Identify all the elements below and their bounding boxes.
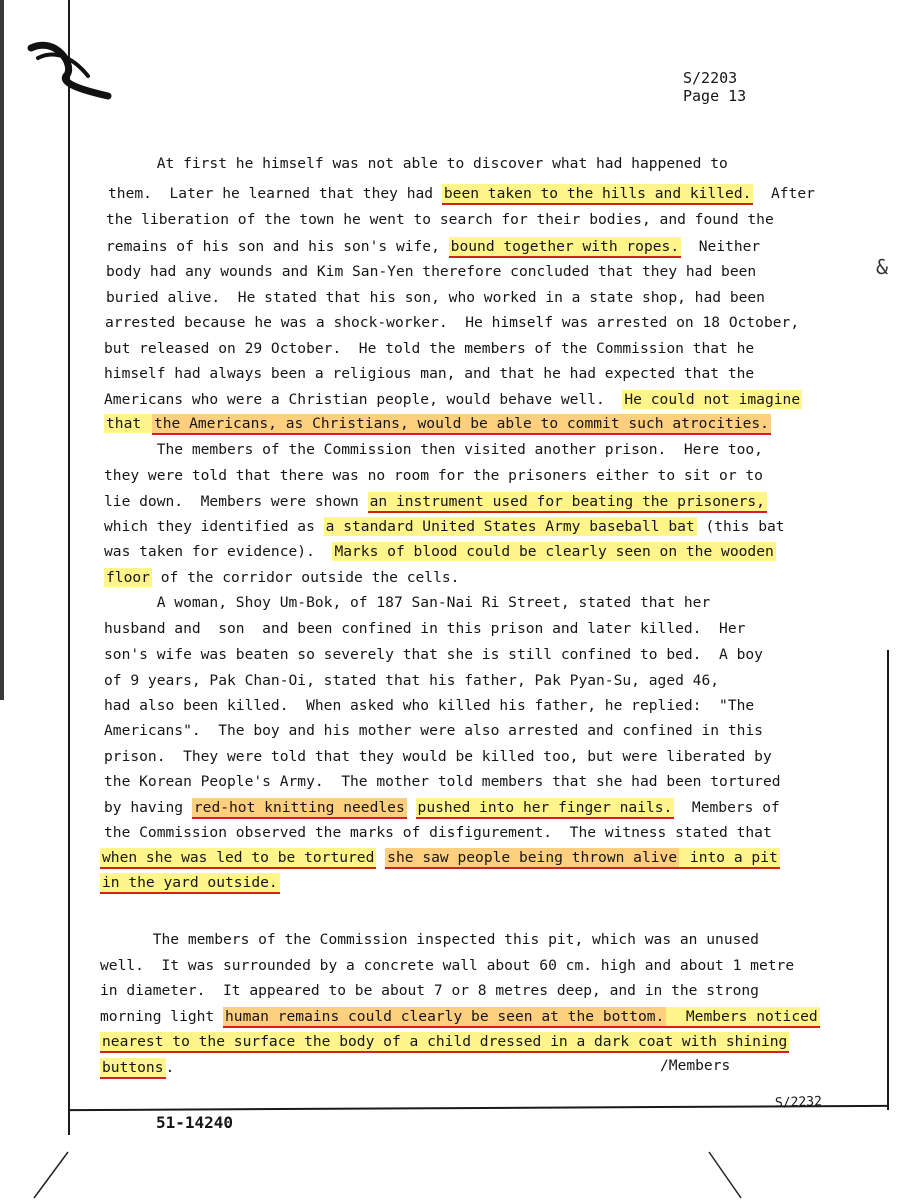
text-segment: the Korean People's Army. The mother told members that she had been tortured: [104, 773, 781, 790]
text-line: [104, 567, 459, 589]
text-segment: lie down. Members were shown: [104, 493, 368, 510]
fold-mark-icon: [30, 1150, 70, 1200]
continuation-signoff: /Members: [660, 1057, 731, 1074]
highlighted-text: that: [106, 415, 150, 432]
text-line: [104, 465, 763, 487]
text-line: [104, 413, 771, 435]
page-left-edge: [68, 0, 70, 1135]
text-line: [106, 261, 756, 283]
text-line: [104, 491, 767, 513]
highlighted-text: in the yard outside.: [100, 873, 280, 894]
text-line: [104, 439, 763, 461]
text-line: [100, 1006, 820, 1028]
page-number: Page 13: [683, 87, 747, 105]
text-segment: them. Later he learned that they had: [108, 185, 442, 202]
text-segment: son's wife was beaten so severely that she is still confined to bed. A boy: [104, 646, 763, 663]
text-segment: the liberation of the town he went to search for their bodies, and found the: [106, 211, 774, 228]
highlighted-text: human remains could clearly be seen at the bottom.: [223, 1007, 666, 1028]
footer-document-code: 51-14240: [156, 1113, 234, 1132]
text-segment: buried alive. He stated that his son, who worked in a state shop, had been: [106, 289, 765, 306]
text-segment: [376, 849, 385, 866]
text-segment: had also been killed. When asked who killed his father, he replied: "The: [104, 697, 755, 714]
highlighted-text: buttons: [100, 1058, 166, 1079]
text-line: [104, 720, 763, 742]
text-line: [100, 980, 759, 1002]
text-line: [105, 312, 799, 334]
margin-mark: &: [876, 255, 889, 279]
highlighted-text: into a pit: [679, 848, 780, 869]
text-segment: morning light: [100, 1008, 224, 1025]
document-number: S/2203: [683, 69, 738, 87]
text-line: [104, 771, 781, 793]
page-bottom-edge: [70, 1105, 888, 1111]
text-segment: well. It was surrounded by a concrete wall about 60 cm. high and about 1 metre: [100, 957, 795, 974]
text-line: [104, 670, 719, 692]
text-line: [100, 847, 780, 869]
text-line: [104, 363, 754, 385]
highlighted-text: she saw people being thrown alive: [385, 848, 679, 869]
text-line: [106, 287, 765, 309]
text-segment: body had any wounds and Kim San-Yen therefore concluded that they had been: [106, 263, 757, 280]
text-segment: which they identified as: [104, 518, 324, 535]
text-segment: husband and son and been confined in this prison and later killed. Her: [104, 620, 746, 637]
text-segment: [407, 799, 416, 816]
text-segment: by having: [104, 799, 192, 816]
text-line: [104, 644, 763, 666]
text-line: [104, 516, 785, 538]
highlighted-text: bound together with ropes.: [449, 237, 681, 258]
text-segment: Members of: [674, 799, 780, 816]
highlighted-text: floor: [106, 569, 150, 586]
page-top-left-shadow: [0, 0, 4, 700]
page-right-edge: [887, 650, 889, 1110]
highlighted-text: been taken to the hills and killed.: [442, 184, 754, 205]
text-line: [106, 236, 760, 258]
text-line: [100, 929, 759, 951]
text-segment: of the corridor outside the cells.: [151, 569, 460, 586]
text-segment: of 9 years, Pak Chan-Oi, stated that his father, Pak Pyan-Su, aged 46,: [104, 672, 720, 689]
binding-string-icon: [26, 36, 116, 106]
highlighted-text: Members noticed: [666, 1007, 819, 1028]
text-line: [104, 618, 745, 640]
text-segment: After: [753, 185, 815, 202]
text-segment: himself had always been a religious man, and that he had expected that the: [104, 365, 755, 382]
text-segment: A woman, Shoy Um-Bok, of 187 San-Nai Ri Street, stated that her: [104, 594, 711, 611]
text-line: [106, 209, 774, 231]
text-segment: The members of the Commission inspected this pit, which was an unused: [100, 931, 759, 948]
highlighted-text: He could not imagine: [624, 391, 801, 408]
text-segment: At first he himself was not able to discover what had happened to: [104, 155, 728, 172]
text-segment: arrested because he was a shock-worker. He himself was arrested on 18 October,: [105, 314, 800, 331]
fold-mark-icon: [705, 1150, 745, 1200]
highlighted-text: red-hot knitting needles: [192, 798, 407, 819]
text-line: [104, 338, 754, 360]
text-segment: (this bat: [696, 518, 785, 535]
text-line: [104, 153, 728, 175]
highlighted-text: a standard United States Army baseball bat: [325, 518, 695, 535]
highlighted-text: when she was led to be tortured: [100, 848, 376, 869]
highlighted-text: Marks of blood could be clearly seen on the wooden: [334, 543, 774, 560]
highlighted-text: the Americans, as Christians, would be able to commit such atrocities.: [152, 414, 771, 435]
text-line: [104, 541, 776, 563]
text-line: [104, 746, 772, 768]
text-line: [104, 592, 710, 614]
text-line: [100, 955, 794, 977]
highlighted-text: pushed into her finger nails.: [416, 798, 675, 819]
text-segment: in diameter. It appeared to be about 7 or 8 metres deep, and in the strong: [100, 982, 759, 999]
text-segment: Neither: [681, 238, 761, 255]
text-line: [104, 695, 754, 717]
highlighted-text: nearest to the surface the body of a child dressed in a dark coat with shining: [100, 1032, 789, 1053]
text-segment: Americans". The boy and his mother were also arrested and confined in this: [104, 722, 763, 739]
text-line: [100, 1057, 174, 1079]
text-segment: they were told that there was no room for the prisoners either to sit or to: [104, 467, 763, 484]
text-segment: remains of his son and his son's wife,: [106, 238, 449, 255]
text-segment: the Commission observed the marks of disfigurement. The witness stated that: [104, 824, 772, 841]
text-line: [104, 389, 802, 411]
footer-stamp-ref: S/2232: [774, 1094, 823, 1111]
text-segment: Americans who were a Christian people, would behave well.: [104, 391, 623, 408]
text-segment: .: [165, 1059, 175, 1076]
text-segment: The members of the Commission then visited another prison. Here too,: [104, 441, 763, 458]
text-line: [104, 797, 780, 819]
text-line: [100, 1031, 789, 1053]
text-segment: prison. They were told that they would be killed too, but were liberated by: [104, 748, 772, 765]
text-segment: but released on 29 October. He told the members of the Commission that he: [104, 340, 755, 357]
text-line: [104, 822, 772, 844]
text-segment: was taken for evidence).: [104, 543, 333, 560]
highlighted-text: an instrument used for beating the prisoners,: [368, 492, 767, 513]
text-line: [100, 872, 280, 894]
text-line: [108, 183, 815, 205]
